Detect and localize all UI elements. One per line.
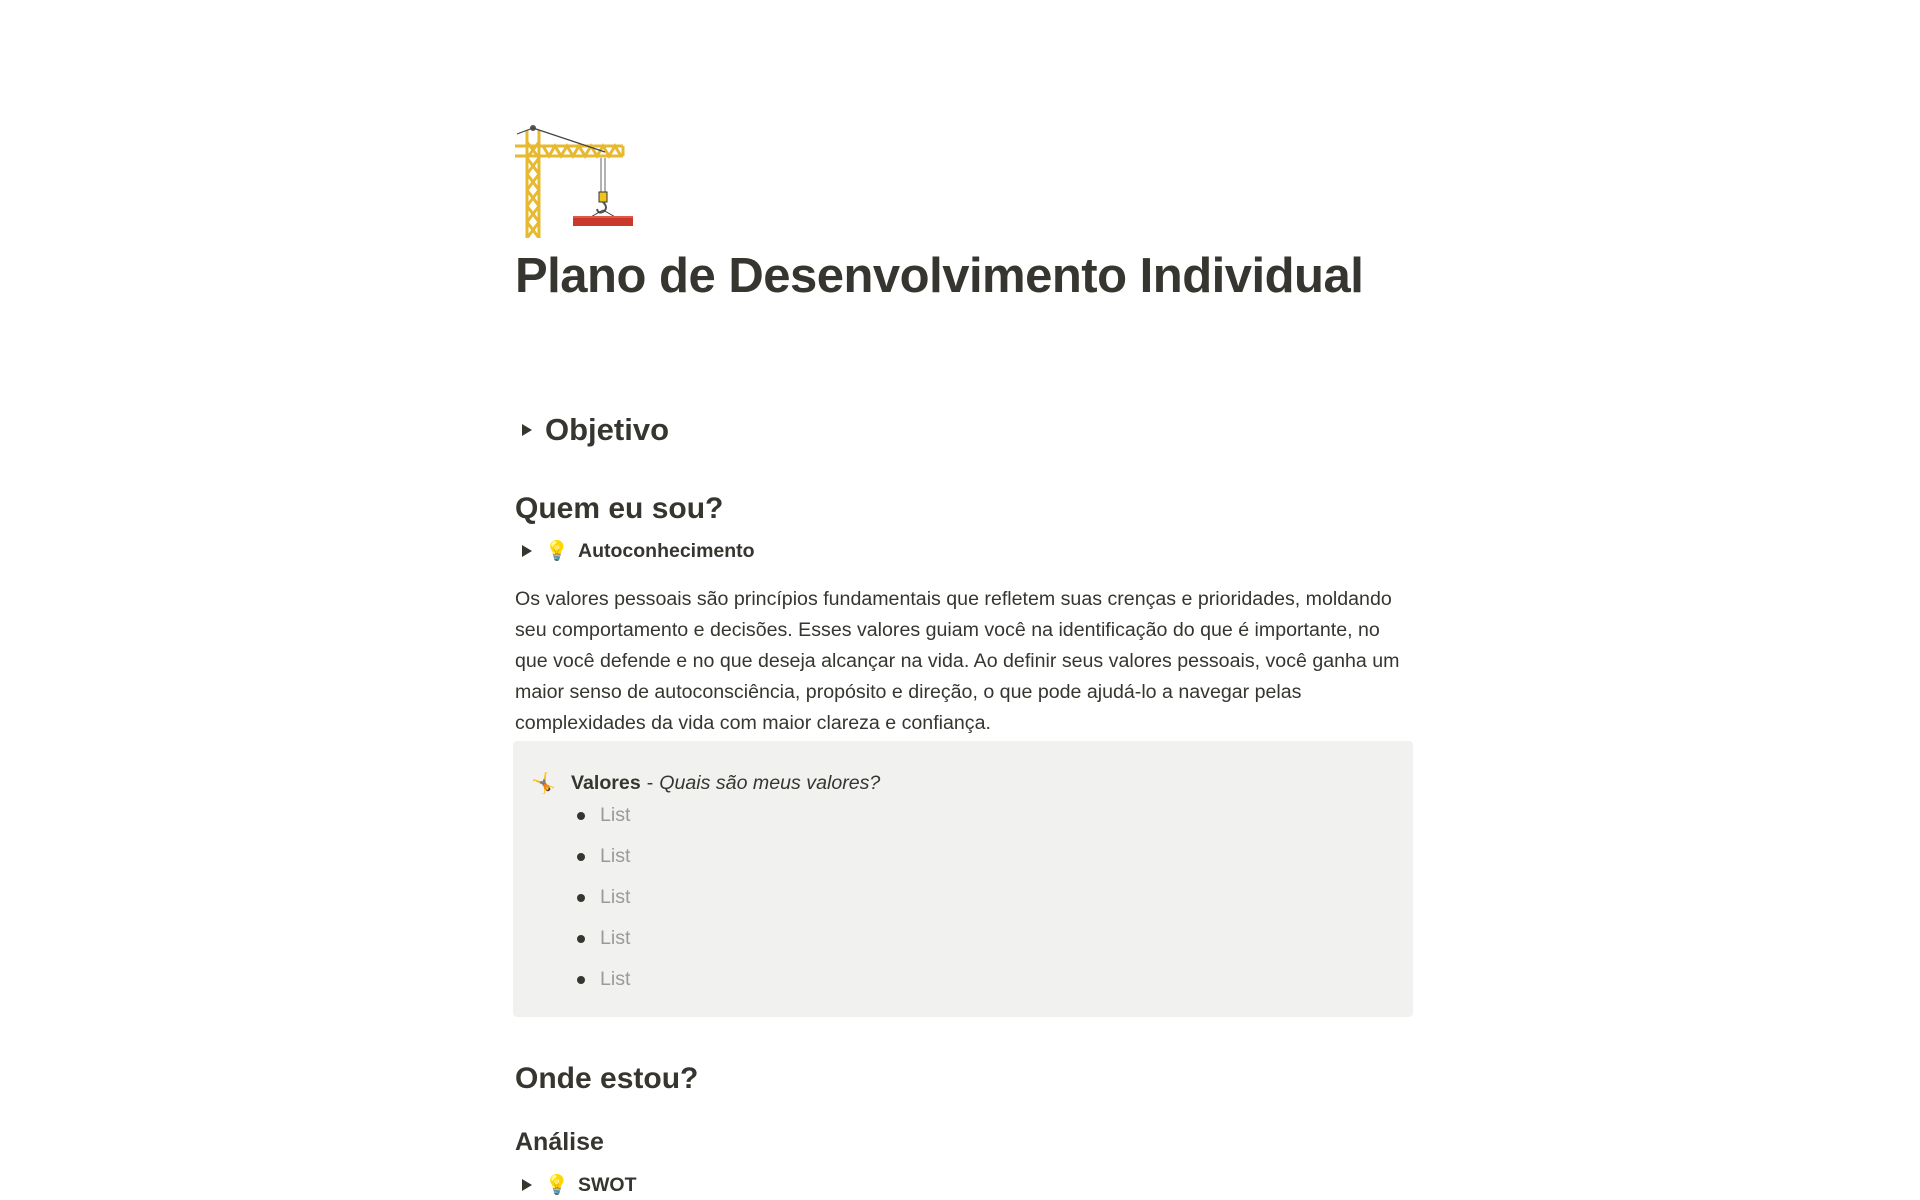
list-item-placeholder: List — [600, 886, 631, 908]
heading-onde-estou: Onde estou? — [515, 1062, 699, 1095]
heading-analise: Análise — [515, 1128, 604, 1156]
callout-separator: - — [646, 772, 654, 794]
toggle-label: SWOT — [578, 1173, 637, 1196]
list-item[interactable] — [577, 836, 631, 877]
triangle-right-icon[interactable] — [515, 424, 545, 436]
page-title[interactable]: Plano de Desenvolvimento Individual — [515, 249, 1364, 303]
callout-title: Valores — [571, 772, 641, 794]
bullet-icon — [577, 976, 585, 984]
bullet-icon — [577, 894, 585, 902]
list-item-placeholder: List — [600, 927, 631, 949]
list-item[interactable] — [577, 877, 631, 918]
list-item[interactable] — [577, 795, 631, 836]
values-list — [577, 795, 631, 1000]
values-paragraph: Os valores pessoais são princípios fundamentais que refletem suas crenças e prioridades, moldando seu comportamento e decisões. Esses valores guiam você na identificação do que é importante, no que você defende e no que deseja alcançar na vida. Ao definir seus valores pessoais, você ganha um maior senso de autoconsciência, propósito e direção, o que pode ajudá-lo a navegar pelas complexidades da vida com maior clareza e confiança. — [515, 588, 1400, 734]
toggle-swot[interactable] — [515, 1170, 637, 1200]
callout-header — [531, 771, 880, 796]
heading-quem-eu-sou: Quem eu sou? — [515, 492, 724, 525]
bullet-icon — [577, 812, 585, 820]
list-item[interactable] — [577, 918, 631, 959]
construction-crane-icon[interactable] — [515, 122, 635, 238]
list-item-placeholder: List — [600, 804, 631, 826]
cartwheel-person-icon[interactable]: 🤸 — [531, 773, 556, 795]
lightbulb-icon: 💡 — [545, 1175, 569, 1196]
toggle-label: Objetivo — [545, 412, 670, 447]
callout-subtitle: Quais são meus valores? — [659, 772, 881, 794]
lightbulb-icon: 💡 — [545, 541, 569, 562]
bullet-icon — [577, 853, 585, 861]
toggle-label: Autoconhecimento — [578, 539, 755, 562]
list-item[interactable] — [577, 959, 631, 1000]
callout-valores — [513, 741, 1413, 1017]
list-item-placeholder: List — [600, 968, 631, 990]
toggle-autoconhecimento[interactable] — [515, 536, 755, 566]
bullet-icon — [577, 935, 585, 943]
triangle-right-icon[interactable] — [515, 545, 545, 557]
toggle-objetivo[interactable] — [515, 410, 669, 450]
triangle-right-icon[interactable] — [515, 1179, 545, 1191]
list-item-placeholder: List — [600, 845, 631, 867]
